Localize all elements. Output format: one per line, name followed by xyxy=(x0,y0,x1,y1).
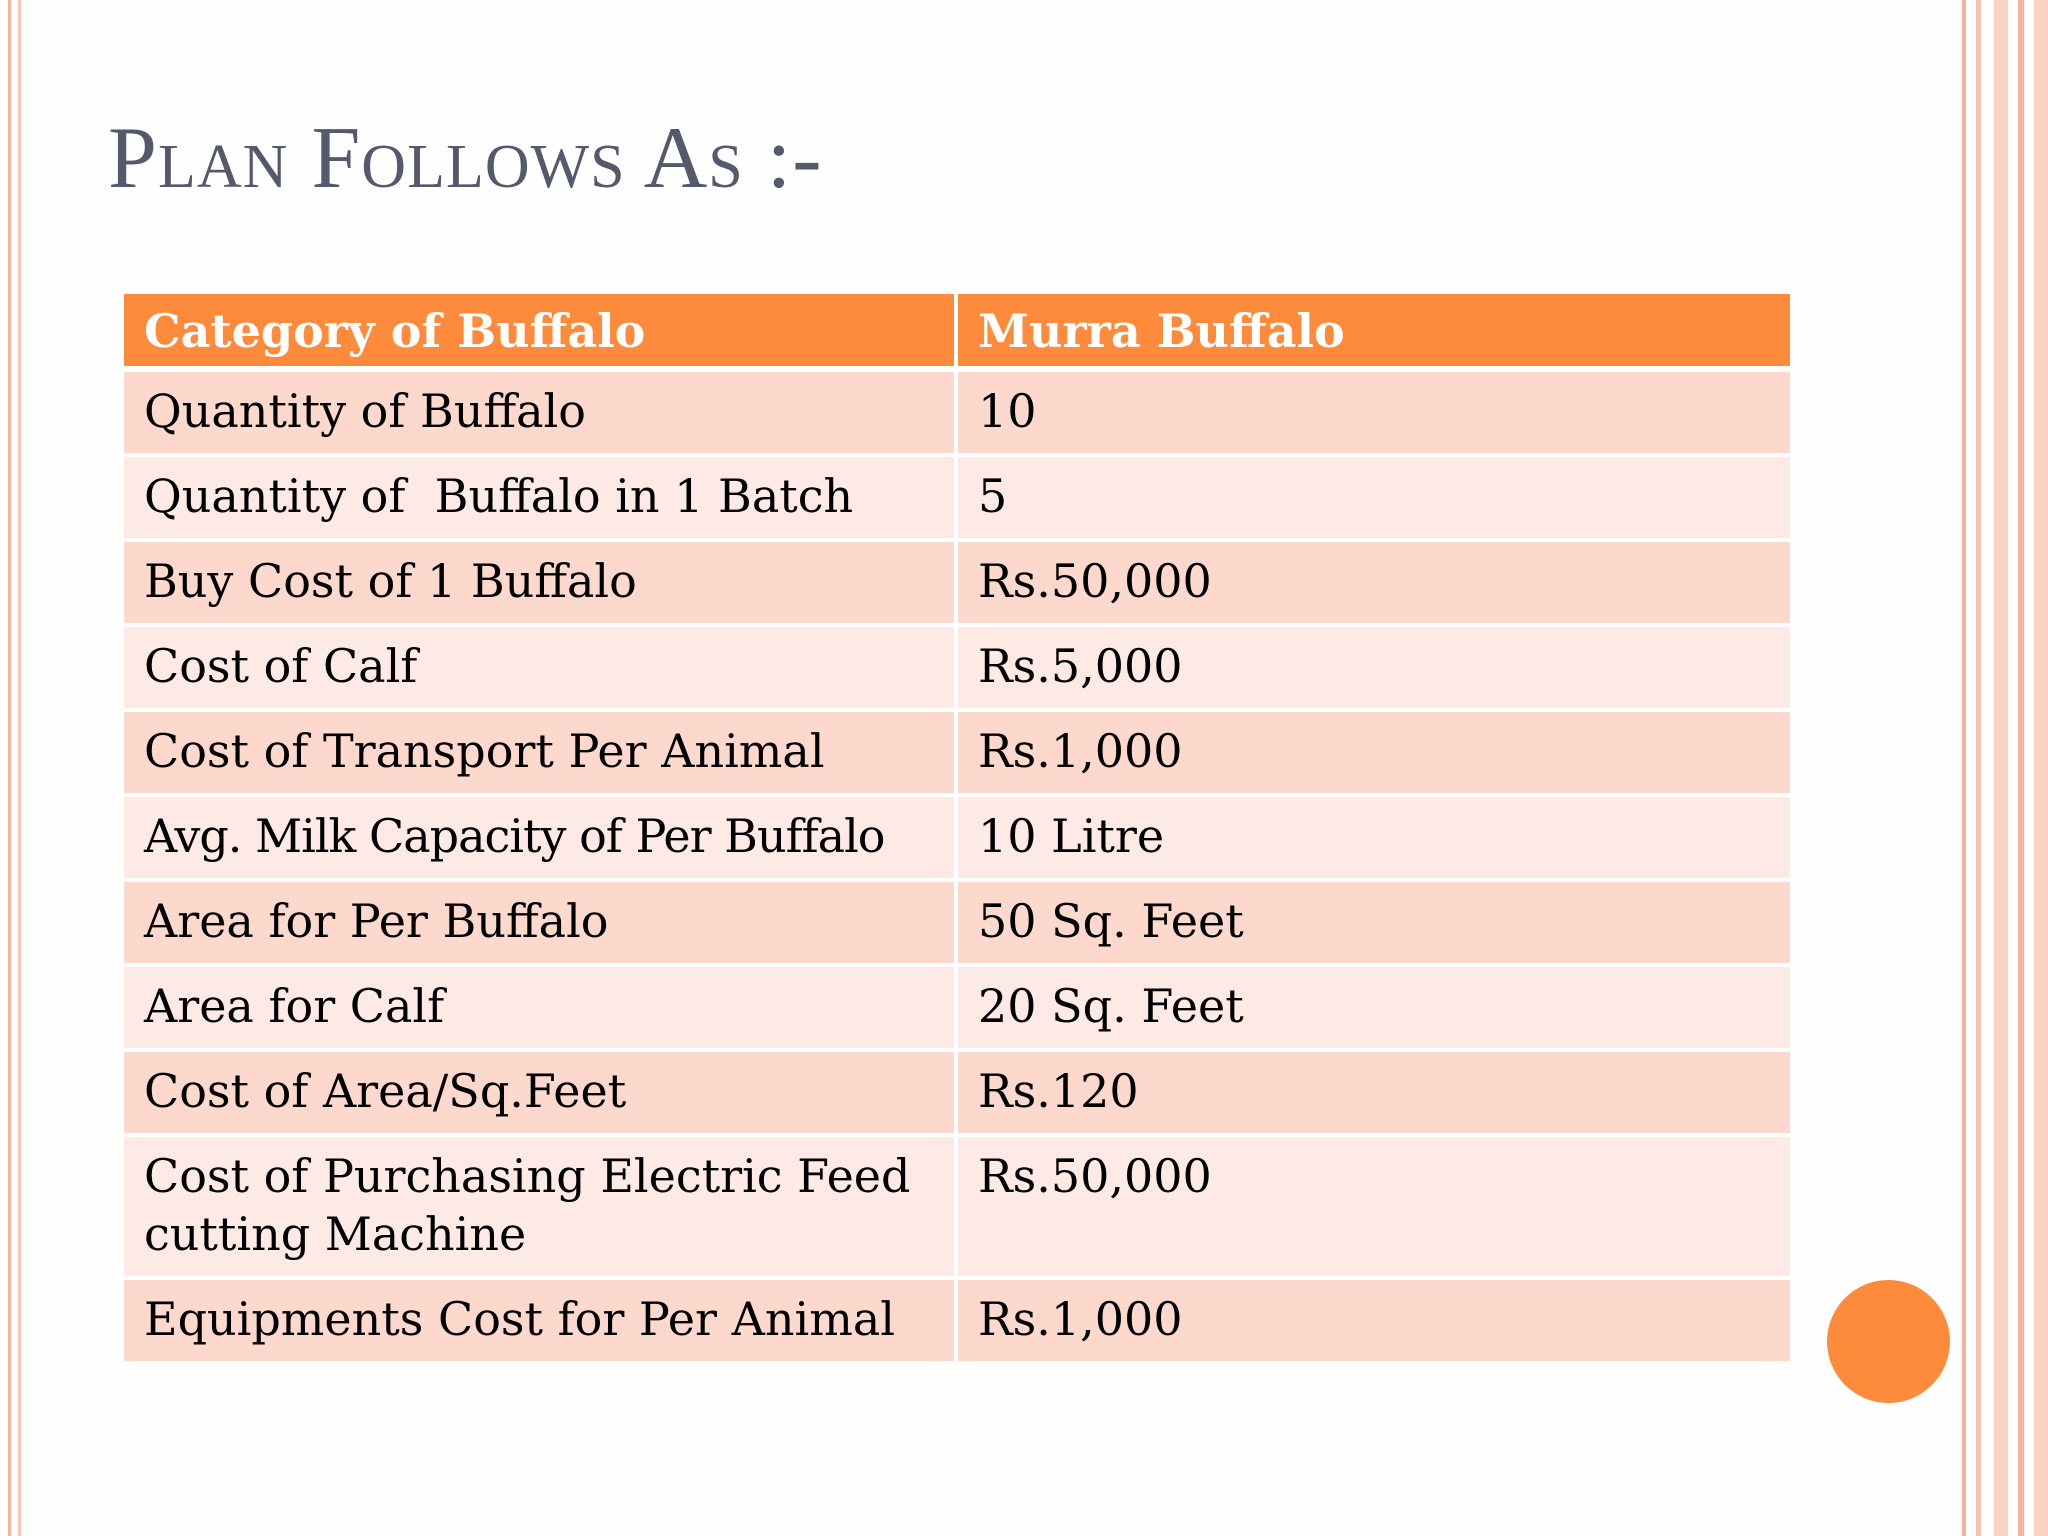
row-value: Rs.120 xyxy=(956,1050,1792,1135)
row-label: Area for Calf xyxy=(122,965,956,1050)
row-label: Cost of Purchasing Electric Feed cutting Machine xyxy=(122,1135,956,1278)
table-row xyxy=(122,880,1792,965)
table-row xyxy=(122,540,1792,625)
row-value: Rs.1,000 xyxy=(956,710,1792,795)
right-border-line xyxy=(2034,0,2048,1536)
row-label: Cost of Transport Per Animal xyxy=(122,710,956,795)
table-row xyxy=(122,710,1792,795)
row-value: Rs.50,000 xyxy=(956,540,1792,625)
left-border-line xyxy=(18,0,21,1536)
row-value: Rs.5,000 xyxy=(956,625,1792,710)
table-header-row xyxy=(122,292,1792,369)
row-label: Equipments Cost for Per Animal xyxy=(122,1278,956,1363)
row-value: 50 Sq. Feet xyxy=(956,880,1792,965)
table-row xyxy=(122,1278,1792,1363)
row-label: Buy Cost of 1 Buffalo xyxy=(122,540,956,625)
row-value: 10 Litre xyxy=(956,795,1792,880)
table-row xyxy=(122,455,1792,540)
row-label: Quantity of Buffalo in 1 Batch xyxy=(122,455,956,540)
table-row xyxy=(122,1135,1792,1278)
table-row xyxy=(122,625,1792,710)
row-label: Cost of Calf xyxy=(122,625,956,710)
right-border-line xyxy=(1994,0,2008,1536)
row-label: Cost of Area/Sq.Feet xyxy=(122,1050,956,1135)
table-row xyxy=(122,1050,1792,1135)
right-border-line xyxy=(1962,0,1966,1536)
row-value: 20 Sq. Feet xyxy=(956,965,1792,1050)
row-value: Rs.1,000 xyxy=(956,1278,1792,1363)
row-value: 10 xyxy=(956,369,1792,455)
plan-table-container xyxy=(120,290,1790,1365)
plan-table xyxy=(120,290,1794,1365)
left-border-line xyxy=(8,0,11,1536)
slide-title: Plan Follows As :- xyxy=(108,110,823,207)
row-label: Area for Per Buffalo xyxy=(122,880,956,965)
header-breed: Murra Buffalo xyxy=(956,292,1792,369)
row-value: Rs.50,000 xyxy=(956,1135,1792,1278)
right-border-line xyxy=(2018,0,2024,1536)
right-border-line xyxy=(1976,0,1981,1536)
row-value: 5 xyxy=(956,455,1792,540)
decorative-orange-circle xyxy=(1827,1280,1950,1403)
header-category: Category of Buffalo xyxy=(122,292,956,369)
row-label: Avg. Milk Capacity of Per Buffalo xyxy=(122,795,956,880)
table-row xyxy=(122,369,1792,455)
table-row xyxy=(122,795,1792,880)
table-row xyxy=(122,965,1792,1050)
row-label: Quantity of Buffalo xyxy=(122,369,956,455)
